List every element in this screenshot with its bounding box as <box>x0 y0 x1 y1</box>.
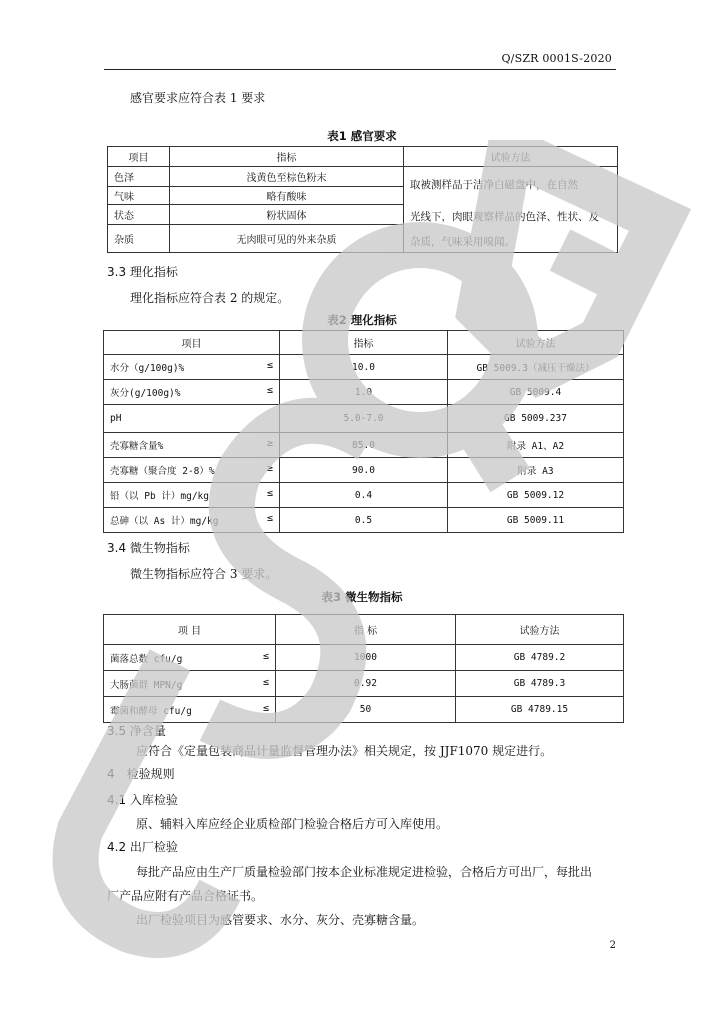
section-4-2-text-line2: 厂产品应附有产品合格证书。 <box>107 889 264 903</box>
table2-header-item: 项目 <box>104 331 280 355</box>
table-row <box>104 508 624 533</box>
table1-cell: 气味 <box>108 187 170 205</box>
table2 <box>103 330 624 533</box>
table2-header-method: 试验方法 <box>448 331 624 355</box>
section-3-3-title: 3.3 理化指标 <box>107 265 178 279</box>
table2-item-cell: 灰分(g/100g)% ≤ <box>104 380 280 405</box>
table-row <box>104 405 624 433</box>
table3-header-item: 项 目 <box>104 615 276 645</box>
table1-caption: 表1 感官要求 <box>327 129 397 143</box>
table1-method-cell <box>404 167 618 253</box>
table3-value-cell: 1000 <box>276 645 456 671</box>
table1-cell: 色泽 <box>108 167 170 187</box>
table3-caption: 表3 微生物指标 <box>321 590 403 604</box>
section-3-3-text: 理化指标应符合表 2 的规定。 <box>130 291 290 305</box>
table3-method-cell: GB 4789.15 <box>456 697 624 723</box>
table1-cell: 浅黄色至棕色粉末 <box>170 167 404 187</box>
section-3-5-title: 3.5 净含量 <box>107 724 166 738</box>
table1-method-line: 取被测样品于洁净白磁盘中，在自然 <box>410 178 578 191</box>
table2-caption: 表2 理化指标 <box>327 313 397 327</box>
section-4-1-title: 4.1 入库检验 <box>107 793 178 807</box>
table2-item-cell: 水分（g/100g)% ≤ <box>104 355 280 380</box>
table3-item-cell: 大肠菌群 MPN/g ≤ <box>104 671 276 697</box>
table2-method-cell: GB 5009.12 <box>448 483 624 508</box>
page-number: 2 <box>609 940 616 951</box>
table2-value-cell: 1.0 <box>280 380 448 405</box>
table3-value-cell: 50 <box>276 697 456 723</box>
section-4-1-text: 原、辅料入库应经企业质检部门检验合格后方可入库使用。 <box>136 817 449 831</box>
table1-header-item: 项目 <box>108 147 170 167</box>
table2-item-cell: 壳寡糖（聚合度 2-8）% ≥ <box>104 458 280 483</box>
table1-method-line: 杂质，气味采用嗅闻。 <box>410 235 515 248</box>
table3-method-cell: GB 4789.2 <box>456 645 624 671</box>
table3-value-cell: 0.92 <box>276 671 456 697</box>
table2-method-cell: 附录 A1、A2 <box>448 433 624 458</box>
table3 <box>103 614 624 723</box>
table-row <box>104 697 624 723</box>
table1-header-spec: 指标 <box>170 147 404 167</box>
table1-cell: 杂质 <box>108 225 170 253</box>
table2-method-cell: GB 5009.237 <box>448 405 624 433</box>
table2-item-cell: 铅（以 Pb 计）mg/kg ≤ <box>104 483 280 508</box>
document-code: Q/SZR 0001S-2020 <box>501 52 612 65</box>
table2-item-cell: pH <box>104 405 280 433</box>
table-row <box>104 380 624 405</box>
table3-method-cell: GB 4789.3 <box>456 671 624 697</box>
table2-method-cell: 附录 A3 <box>448 458 624 483</box>
table-row <box>104 355 624 380</box>
table-row <box>104 671 624 697</box>
table2-value-cell: 85.0 <box>280 433 448 458</box>
section-4-2-text-line3: 出厂检验项目为感管要求、水分、灰分、壳寡糖含量。 <box>136 913 425 927</box>
table2-method-cell: GB 5009.11 <box>448 508 624 533</box>
table3-header-spec: 指 标 <box>276 615 456 645</box>
section-3-4-text: 微生物指标应符合 3 要求。 <box>130 567 278 581</box>
section-3-5-text: 应符合《定量包装商品计量监督管理办法》相关规定，按 JJF1070 规定进行。 <box>136 744 553 758</box>
section-4-title: 4 检验规则 <box>107 767 175 781</box>
table-row <box>104 483 624 508</box>
table1-method-line: 光线下，肉眼观察样品的色泽、性状、及 <box>410 210 599 223</box>
table3-header-method: 试验方法 <box>456 615 624 645</box>
table2-value-cell: 10.0 <box>280 355 448 380</box>
table2-item-cell: 壳寡糖含量% ≥ <box>104 433 280 458</box>
header-rule <box>104 69 616 70</box>
table2-header-spec: 指标 <box>280 331 448 355</box>
table2-value-cell: 0.5 <box>280 508 448 533</box>
table3-item-cell: 霉菌和酵母 cfu/g ≤ <box>104 697 276 723</box>
table3-item-cell: 菌落总数 cfu/g ≤ <box>104 645 276 671</box>
intro-sentence: 感官要求应符合表 1 要求 <box>130 91 266 105</box>
table2-value-cell: 0.4 <box>280 483 448 508</box>
table1 <box>107 146 618 253</box>
table2-method-cell: GB 5009.4 <box>448 380 624 405</box>
section-4-2-text-line1: 每批产品应由生产厂质量检验部门按本企业标准规定进检验，合格后方可出厂，每批出 <box>136 865 593 879</box>
table2-item-cell: 总砷（以 As 计）mg/kg ≤ <box>104 508 280 533</box>
table1-cell: 无肉眼可见的外来杂质 <box>170 225 404 253</box>
section-4-2-title: 4.2 出厂检验 <box>107 840 178 854</box>
section-3-4-title: 3.4 微生物指标 <box>107 541 190 555</box>
table1-cell: 粉状固体 <box>170 205 404 225</box>
table1-cell: 略有酸味 <box>170 187 404 205</box>
table2-method-cell: GB 5009.3（减压干燥法） <box>448 355 624 380</box>
table2-value-cell: 5.0-7.0 <box>280 405 448 433</box>
table1-cell: 状态 <box>108 205 170 225</box>
table2-value-cell: 90.0 <box>280 458 448 483</box>
table-row <box>104 458 624 483</box>
table1-header-method: 试验方法 <box>404 147 618 167</box>
table-row <box>104 645 624 671</box>
table-row <box>104 433 624 458</box>
